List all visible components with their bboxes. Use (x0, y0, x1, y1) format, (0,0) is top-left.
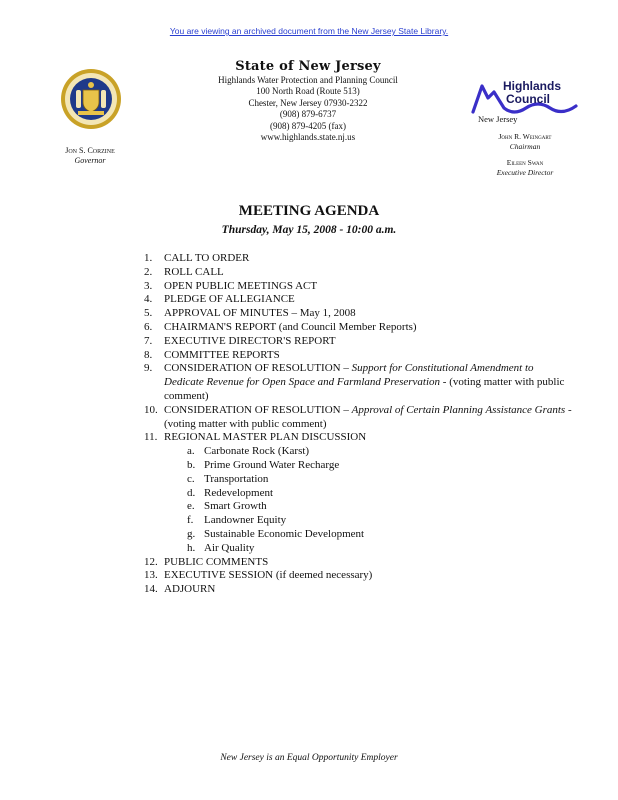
executive-director-title: Executive Director (496, 167, 554, 177)
agenda-subitem: b. Prime Ground Water Recharge (187, 458, 340, 471)
agenda-subitem: h. Air Quality (187, 541, 255, 554)
chairman-title: Chairman (509, 141, 541, 151)
agenda-item: 3. OPEN PUBLIC MEETINGS ACT (144, 279, 318, 292)
org-name: Highlands Water Protection and Planning Council (218, 75, 398, 85)
website: www.highlands.state.nj.us (260, 132, 356, 143)
officers-block (470, 132, 580, 184)
footer-note: New Jersey is an Equal Opportunity Employer (220, 753, 398, 763)
agenda-subitem: d. Redevelopment (187, 486, 274, 499)
meeting-date: Thursday, May 15, 2008 - 10:00 a.m. (221, 224, 397, 236)
page-title: MEETING AGENDA (238, 203, 380, 219)
highlands-council-logo-icon (470, 76, 580, 124)
agenda-item: 8. COMMITTEE REPORTS (144, 348, 280, 361)
state-name: State of New Jersey (235, 59, 381, 74)
agenda-item: 10. CONSIDERATION OF RESOLUTION – Approval of Certain Planning Assistance Grants - (voting matter with public comment) (144, 403, 572, 430)
logo-line-1: Highlands (503, 79, 562, 93)
agenda-item: 2. ROLL CALL (144, 265, 224, 278)
agenda-item: 12. PUBLIC COMMENTS (144, 555, 269, 568)
agenda-subitem: f. Landowner Equity (187, 514, 287, 527)
address-line-2: Chester, New Jersey 07930-2322 (248, 97, 368, 108)
address-line-1: 100 North Road (Route 513) (256, 86, 360, 97)
logo-line-2: Council (506, 92, 550, 106)
executive-director-name: Eileen Swan (506, 158, 544, 167)
agenda-list (144, 252, 574, 597)
logo-subtitle: New Jersey (478, 114, 518, 124)
agenda-item: 9. CONSIDERATION OF RESOLUTION – Support for Constitutional Amendment to Dedicate Revenue for Open Space and Farmland Preservation - (voting matter with public comment) (144, 362, 565, 402)
agenda-item: 7. EXECUTIVE DIRECTOR'S REPORT (144, 334, 336, 347)
agenda-item: 1. CALL TO ORDER (144, 252, 250, 264)
agenda-item: 6. CHAIRMAN'S REPORT (and Council Member Reports) (144, 320, 417, 333)
agenda-item: 14. ADJOURN (144, 583, 216, 596)
agenda-item: 5. APPROVAL OF MINUTES – May 1, 2008 (144, 307, 356, 320)
chairman-name: John R. Weingart (498, 132, 552, 141)
agenda-subitem: a. Carbonate Rock (Karst) (187, 445, 310, 458)
agenda-subitem: e. Smart Growth (187, 500, 267, 513)
governor-block (35, 146, 145, 166)
agenda-item: 4. PLEDGE OF ALLEGIANCE (144, 293, 295, 306)
agenda-subitem: c. Transportation (187, 472, 269, 485)
governor-title: Governor (74, 156, 106, 165)
agenda-item: 11. REGIONAL MASTER PLAN DISCUSSION a. Carbonate Rock (Karst) b. Prime Ground Water Recharge c. Transportation d. Redevelopment e. Smart Growth f. Landowner Equity g. Sustainable Economic Development h. Air Quality (144, 431, 574, 555)
agenda-subitem: g. Sustainable Economic Development (187, 527, 365, 540)
agenda-item: 13. EXECUTIVE SESSION (if deemed necessary) (144, 569, 373, 582)
phone-number: (908) 879-6737 (279, 109, 337, 120)
governor-name: Jon S. Corzine (65, 146, 115, 155)
letterhead (188, 59, 428, 143)
nj-state-seal-icon (60, 68, 122, 130)
fax-number: (908) 879-4205 (fax) (270, 120, 346, 131)
agenda-sublist (164, 445, 574, 555)
archive-notice-link[interactable]: You are viewing an archived document from the New Jersey State Library. (169, 26, 449, 36)
